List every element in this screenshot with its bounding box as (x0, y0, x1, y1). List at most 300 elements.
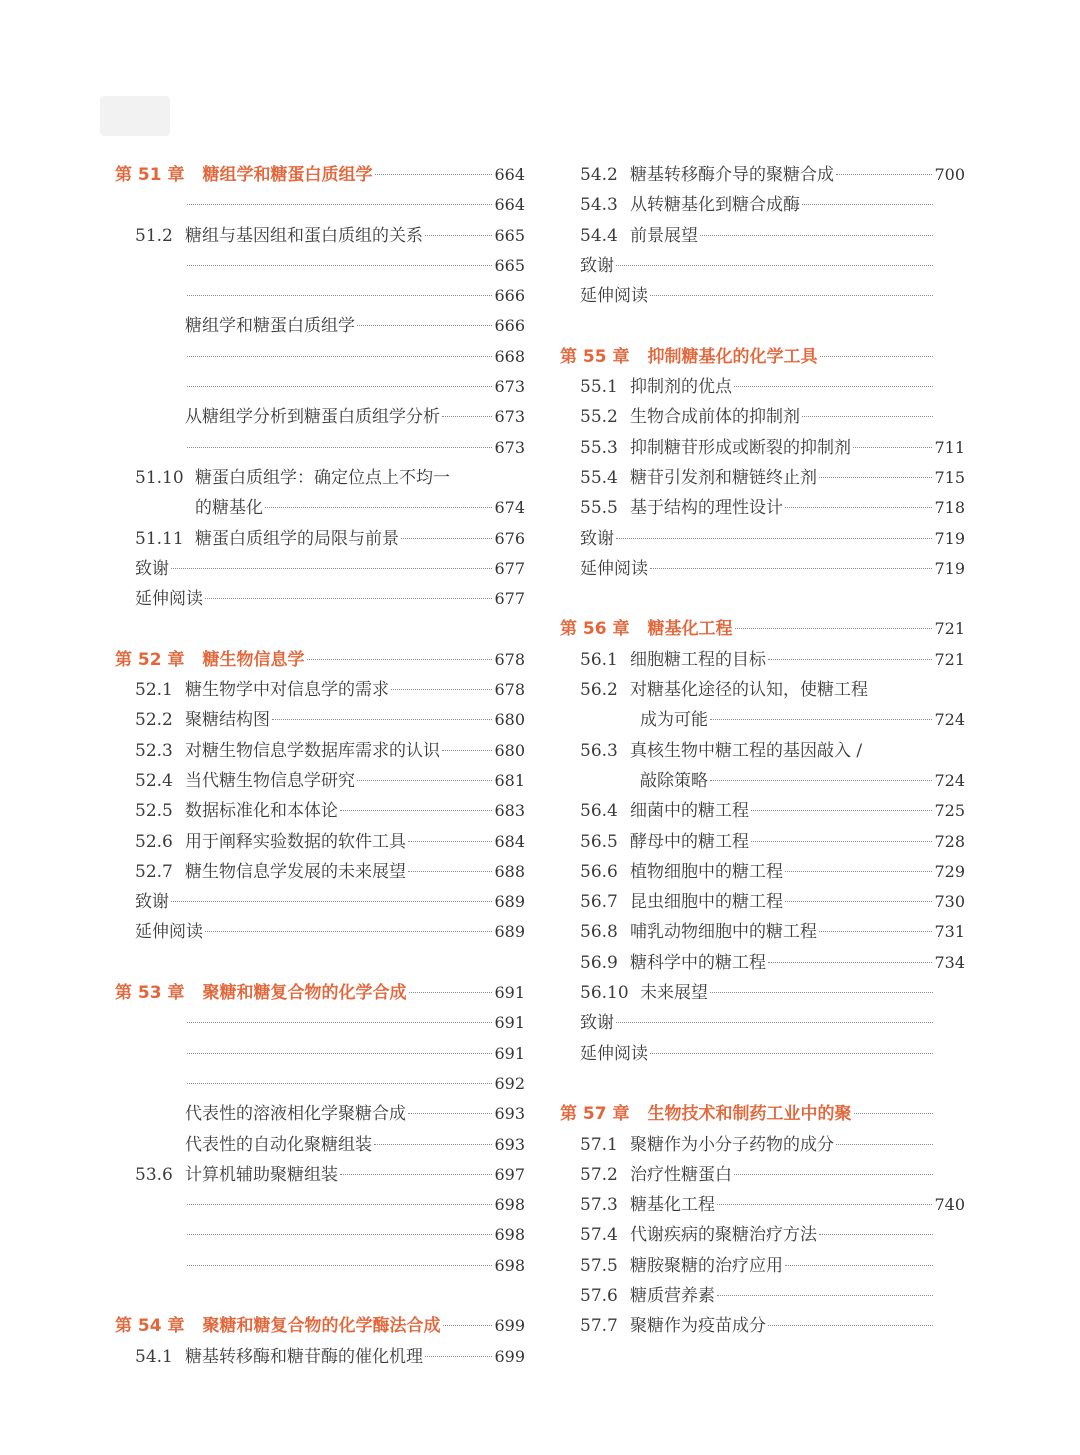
section-number: 53.6 (135, 1164, 173, 1185)
page-number: 693 (494, 1104, 525, 1124)
toc-chapter-heading[interactable] (560, 1099, 965, 1129)
page-number: 673 (494, 437, 525, 457)
toc-section-entry[interactable] (560, 1160, 965, 1190)
entry-title: 当代糖生物信息学研究 (185, 770, 355, 791)
page-number: 724 (934, 710, 965, 730)
toc-section-entry[interactable] (115, 190, 525, 220)
entry-title: 糖基化工程 (630, 1195, 715, 1216)
dot-leader (187, 204, 492, 205)
entry-title: 聚糖结构图 (185, 710, 270, 731)
entry-title: 植物细胞中的糖工程 (630, 861, 783, 882)
toc-section-entry[interactable] (560, 1220, 965, 1250)
page-number: 693 (494, 1134, 525, 1154)
section-number: 56.4 (580, 801, 618, 822)
page-number: 719 (934, 528, 965, 548)
toc-misc-entry[interactable] (560, 281, 965, 311)
page-number: 689 (494, 892, 525, 912)
entry-title: 糖蛋白质组学：确定位点上不均一 (195, 467, 450, 488)
section-gap (560, 584, 965, 614)
dot-leader (171, 901, 492, 902)
toc-section-entry[interactable] (115, 1342, 525, 1372)
entry-title: 哺乳动物细胞中的糖工程 (630, 922, 817, 943)
toc-section-entry[interactable] (115, 705, 525, 735)
dot-leader (768, 659, 932, 660)
dot-leader (785, 901, 932, 902)
toc-section-entry[interactable] (115, 402, 525, 432)
page-number: 699 (494, 1346, 525, 1366)
dot-leader (710, 719, 932, 720)
page-number: 674 (494, 498, 525, 518)
toc-chapter-heading[interactable] (115, 160, 525, 190)
toc-section-entry[interactable] (115, 736, 525, 766)
entry-title: 糖生物学中对信息学的需求 (185, 680, 389, 701)
page-number: 730 (934, 892, 965, 912)
dot-leader (425, 1356, 492, 1357)
toc-section-entry[interactable] (115, 1039, 525, 1069)
page-number: 681 (494, 770, 525, 790)
toc-section-entry[interactable] (560, 493, 965, 523)
entry-title: 细菌中的糖工程 (630, 801, 749, 822)
entry-title: 治疗性糖蛋白 (630, 1164, 732, 1185)
entry-title: 糖组学和糖蛋白质组学 (202, 165, 373, 185)
entry-title: 抑制糖基化的化学工具 (647, 346, 818, 367)
toc-section-entry[interactable] (115, 342, 525, 372)
dot-leader (340, 810, 492, 811)
toc-section-entry[interactable] (560, 1190, 965, 1220)
section-number: 56.9 (580, 952, 618, 973)
toc-section-entry[interactable] (115, 796, 525, 826)
entry-title: 糖蛋白质组学的局限与前景 (195, 528, 399, 549)
section-number: 55.5 (580, 498, 618, 519)
dot-leader (340, 1174, 492, 1175)
entry-title: 致谢 (580, 1013, 614, 1034)
dot-leader (650, 1053, 933, 1054)
page-number: 719 (934, 558, 965, 578)
page-number: 700 (934, 165, 965, 184)
entry-title: 计算机辅助聚糖组装 (185, 1164, 338, 1185)
toc-section-entry[interactable] (560, 433, 965, 463)
toc-misc-entry[interactable] (115, 917, 525, 947)
toc-section-entry[interactable] (560, 675, 965, 705)
dot-leader (425, 235, 492, 236)
dot-leader (700, 235, 933, 236)
section-gap (115, 614, 525, 644)
entry-title: 糖组与基因组和蛋白质组的关系 (185, 225, 423, 246)
toc-right-column (560, 160, 965, 1342)
toc-section-entry[interactable] (115, 1008, 525, 1038)
dot-leader (819, 931, 932, 932)
entry-title: 未来展望 (640, 983, 708, 1004)
dot-leader (819, 1234, 933, 1235)
page-number: 678 (494, 649, 525, 669)
entry-title: 糖基转移酶和糖苷酶的催化机理 (185, 1346, 423, 1367)
dot-leader (836, 1144, 933, 1145)
page-number: 689 (494, 922, 525, 942)
page-number: 734 (934, 952, 965, 972)
page-number: 664 (494, 165, 525, 184)
toc-section-entry[interactable] (560, 796, 965, 826)
entry-title: 代表性的溶液相化学聚糖合成 (185, 1104, 406, 1125)
entry-title: 延伸阅读 (580, 286, 648, 307)
entry-title: 用于阐释实验数据的软件工具 (185, 831, 406, 852)
entry-title: 糖组学和糖蛋白质组学 (185, 316, 355, 337)
toc-section-entry[interactable] (560, 1251, 965, 1281)
entry-title: 聚糖和糖复合物的化学酶法合成 (202, 1316, 441, 1337)
dot-leader (616, 265, 933, 266)
entry-title: 抑制剂的优点 (630, 377, 732, 398)
toc-section-entry[interactable] (115, 463, 525, 493)
section-gap (115, 1281, 525, 1311)
section-number: 54.3 (580, 195, 618, 216)
dot-leader (717, 1204, 932, 1205)
toc-section-entry[interactable] (115, 433, 525, 463)
toc-section-entry[interactable] (560, 736, 965, 766)
toc-section-entry[interactable] (115, 1220, 525, 1250)
toc-misc-entry[interactable] (115, 584, 525, 614)
dot-leader (205, 598, 492, 599)
toc-section-entry[interactable] (560, 857, 965, 887)
entry-title: 生物技术和制药工业中的聚 (647, 1104, 852, 1125)
toc-section-entry[interactable] (560, 948, 965, 978)
entry-title: 糖生物信息学 (202, 649, 305, 670)
dot-leader (443, 1325, 493, 1326)
entry-title: 酵母中的糖工程 (630, 831, 749, 852)
toc-misc-entry[interactable] (560, 1039, 965, 1069)
page-number: 699 (494, 1316, 525, 1336)
section-number: 54.4 (580, 225, 618, 246)
dot-leader (374, 1144, 492, 1145)
section-number: 56.2 (580, 680, 618, 701)
page-number: 666 (494, 316, 525, 336)
dot-leader (187, 265, 492, 266)
entry-title: 的糖基化 (195, 498, 263, 519)
section-number: 56.3 (580, 740, 618, 761)
chapter-number: 第 53 章 (115, 983, 185, 1004)
section-number: 56.10 (580, 983, 629, 1004)
page-number: 718 (934, 498, 965, 518)
section-number: 54.1 (135, 1346, 173, 1367)
section-number: 51.11 (135, 528, 184, 549)
page-number: 673 (494, 377, 525, 397)
toc-chapter-heading[interactable] (560, 342, 965, 372)
page-number: 691 (494, 1013, 525, 1033)
dot-leader (272, 719, 492, 720)
toc-misc-entry[interactable] (560, 554, 965, 584)
toc-misc-entry[interactable] (115, 554, 525, 584)
toc-section-entry[interactable] (560, 1130, 965, 1160)
dot-leader (307, 659, 493, 660)
section-number: 52.6 (135, 831, 173, 852)
section-number: 52.7 (135, 861, 173, 882)
toc-section-entry[interactable] (560, 160, 965, 190)
dot-leader (785, 507, 932, 508)
section-number: 51.10 (135, 467, 184, 488)
toc-chapter-heading[interactable] (115, 978, 525, 1008)
entry-title: 代表性的自动化聚糖组装 (185, 1134, 372, 1155)
entry-title: 聚糖作为小分子药物的成分 (630, 1134, 834, 1155)
entry-title: 延伸阅读 (135, 589, 203, 610)
toc-section-entry[interactable] (560, 221, 965, 251)
dot-leader (717, 1295, 933, 1296)
toc-section-entry[interactable] (115, 1160, 525, 1190)
page-number: 715 (934, 467, 965, 487)
toc-section-entry[interactable] (115, 1190, 525, 1220)
section-number: 57.3 (580, 1195, 618, 1216)
entry-title: 延伸阅读 (580, 1043, 648, 1064)
entry-title: 延伸阅读 (580, 558, 648, 579)
page-number: 680 (494, 710, 525, 730)
section-number: 57.2 (580, 1164, 618, 1185)
toc-chapter-heading[interactable] (115, 1311, 525, 1341)
toc-section-entry[interactable] (115, 251, 525, 281)
dot-leader (187, 1083, 492, 1084)
dot-leader (819, 477, 932, 478)
entry-title: 代谢疾病的聚糖治疗方法 (630, 1225, 817, 1246)
section-number: 57.6 (580, 1285, 618, 1306)
page-number: 725 (934, 801, 965, 821)
page-number: 680 (494, 740, 525, 760)
dot-leader (442, 416, 492, 417)
page-number: 684 (494, 831, 525, 851)
dot-leader (187, 295, 492, 296)
page-number: 665 (494, 255, 525, 275)
entry-title: 生物合成前体的抑制剂 (630, 407, 800, 428)
section-number: 57.4 (580, 1225, 618, 1246)
entry-title: 糖生物信息学发展的未来展望 (185, 861, 406, 882)
chapter-number: 第 55 章 (560, 346, 630, 367)
dot-leader (187, 1022, 492, 1023)
toc-section-entry[interactable] (115, 827, 525, 857)
toc-section-entry[interactable] (115, 857, 525, 887)
dot-leader (171, 568, 492, 569)
dot-leader (734, 1174, 933, 1175)
entry-title: 敲除策略 (640, 770, 708, 791)
entry-title: 延伸阅读 (135, 922, 203, 943)
page-number: 721 (934, 619, 965, 639)
section-number: 56.6 (580, 861, 618, 882)
section-number: 55.4 (580, 467, 618, 488)
chapter-number: 第 52 章 (115, 649, 185, 670)
dot-leader (205, 931, 492, 932)
section-number: 52.1 (135, 680, 173, 701)
toc-chapter-heading[interactable] (560, 614, 965, 644)
section-number: 52.5 (135, 801, 173, 822)
toc-section-entry[interactable] (115, 1130, 525, 1160)
dot-leader (710, 992, 933, 993)
toc-section-entry[interactable] (115, 1251, 525, 1281)
entry-title: 致谢 (135, 558, 169, 579)
dot-leader (408, 1113, 492, 1114)
dot-leader (734, 386, 933, 387)
dot-leader (853, 447, 932, 448)
toc-section-entry[interactable] (560, 1311, 965, 1341)
toc-section-entry[interactable] (560, 372, 965, 402)
dot-leader (401, 538, 492, 539)
page-number: 740 (934, 1195, 965, 1215)
entry-title: 真核生物中糖工程的基因敲入 / (630, 740, 863, 761)
dot-leader (768, 1325, 933, 1326)
toc-misc-entry[interactable] (560, 1008, 965, 1038)
toc-section-entry[interactable] (115, 675, 525, 705)
entry-title: 糖质营养素 (630, 1285, 715, 1306)
toc-section-entry[interactable] (115, 221, 525, 251)
toc-section-entry[interactable] (560, 645, 965, 675)
entry-title: 糖胺聚糖的治疗应用 (630, 1255, 783, 1276)
toc-section-entry[interactable] (560, 463, 965, 493)
entry-title: 糖基化工程 (647, 619, 733, 640)
toc-section-entry[interactable] (560, 1281, 965, 1311)
dot-leader (187, 1204, 492, 1205)
dot-leader (357, 325, 492, 326)
dot-leader (442, 750, 492, 751)
page-number: 692 (494, 1073, 525, 1093)
toc-entry-continuation[interactable] (115, 493, 525, 523)
page-number: 665 (494, 225, 525, 245)
toc-entry-continuation[interactable] (560, 766, 965, 796)
dot-leader (187, 386, 492, 387)
entry-title: 致谢 (135, 892, 169, 913)
page-number: 691 (494, 983, 525, 1003)
toc-misc-entry[interactable] (560, 524, 965, 554)
section-number: 51.2 (135, 225, 173, 246)
toc-left-column (115, 160, 525, 1372)
dot-leader (616, 538, 932, 539)
entry-title: 糖基转移酶介导的聚糖合成 (630, 165, 834, 185)
entry-title: 昆虫细胞中的糖工程 (630, 892, 783, 913)
dot-leader (375, 174, 493, 175)
dot-leader (854, 1113, 934, 1114)
toc-section-entry[interactable] (115, 311, 525, 341)
page-number: 688 (494, 861, 525, 881)
page-number: 677 (494, 589, 525, 609)
toc-section-entry[interactable] (560, 887, 965, 917)
entry-title: 从糖组学分析到糖蛋白质组学分析 (185, 407, 440, 428)
page-number: 728 (934, 831, 965, 851)
page-number: 673 (494, 407, 525, 427)
chapter-number: 第 54 章 (115, 1316, 185, 1337)
dot-leader (187, 1053, 492, 1054)
dot-leader (751, 841, 932, 842)
page-number: 724 (934, 770, 965, 790)
toc-section-entry[interactable] (560, 402, 965, 432)
section-number: 55.3 (580, 437, 618, 458)
dot-leader (785, 871, 932, 872)
section-number: 55.2 (580, 407, 618, 428)
page-number: 698 (494, 1195, 525, 1215)
page-number: 698 (494, 1255, 525, 1275)
page-number: 683 (494, 801, 525, 821)
page-number: 676 (494, 528, 525, 548)
section-number: 56.8 (580, 922, 618, 943)
toc-misc-entry[interactable] (560, 251, 965, 281)
dot-leader (768, 962, 932, 963)
entry-title: 致谢 (580, 255, 614, 276)
dot-leader (802, 204, 933, 205)
toc-entry-continuation[interactable] (560, 705, 965, 735)
dot-leader (650, 568, 932, 569)
toc-section-entry[interactable] (560, 190, 965, 220)
dot-leader (710, 780, 932, 781)
page-number: 729 (934, 861, 965, 881)
page-number: 666 (494, 286, 525, 306)
entry-title: 聚糖作为疫苗成分 (630, 1316, 766, 1337)
chapter-number: 第 56 章 (560, 619, 630, 640)
page-number: 668 (494, 346, 525, 366)
toc-chapter-heading[interactable] (115, 645, 525, 675)
section-number: 52.3 (135, 740, 173, 761)
entry-title: 对糖基化途径的认知，使糖工程 (630, 680, 868, 701)
entry-title: 基于结构的理性设计 (630, 498, 783, 519)
section-gap (560, 311, 965, 341)
page-number: 731 (934, 922, 965, 942)
section-gap (560, 1069, 965, 1099)
toc-section-entry[interactable] (115, 281, 525, 311)
page-number: 698 (494, 1225, 525, 1245)
page-number: 677 (494, 558, 525, 578)
entry-title: 前景展望 (630, 225, 698, 246)
section-number: 54.2 (580, 165, 618, 185)
entry-title: 成为可能 (640, 710, 708, 731)
toc-section-entry[interactable] (115, 524, 525, 554)
page-number: 697 (494, 1164, 525, 1184)
dot-leader (391, 689, 492, 690)
dot-leader (409, 992, 493, 993)
dot-leader (408, 841, 492, 842)
section-number: 55.1 (580, 377, 618, 398)
toc-section-entry[interactable] (115, 766, 525, 796)
section-number: 56.1 (580, 649, 618, 670)
entry-title: 致谢 (580, 528, 614, 549)
entry-title: 从转糖基化到糖合成酶 (630, 195, 800, 216)
entry-title: 对糖生物信息学数据库需求的认识 (185, 740, 440, 761)
entry-title: 细胞糖工程的目标 (630, 649, 766, 670)
section-gap (115, 948, 525, 978)
dot-leader (820, 356, 934, 357)
section-number: 57.7 (580, 1316, 618, 1337)
dot-leader (357, 780, 492, 781)
page-number: 711 (934, 437, 965, 457)
page-number: 691 (494, 1043, 525, 1063)
dot-leader (187, 356, 492, 357)
section-number: 52.2 (135, 710, 173, 731)
toc-section-entry[interactable] (115, 1099, 525, 1129)
toc-misc-entry[interactable] (115, 887, 525, 917)
page-number: 664 (494, 195, 525, 215)
dot-leader (187, 447, 492, 448)
section-number: 56.5 (580, 831, 618, 852)
toc-section-entry[interactable] (560, 917, 965, 947)
entry-title: 抑制糖苷形成或断裂的抑制剂 (630, 437, 851, 458)
entry-title: 聚糖和糖复合物的化学合成 (202, 983, 407, 1004)
dot-leader (836, 174, 932, 175)
toc-section-entry[interactable] (560, 827, 965, 857)
toc-section-entry[interactable] (115, 372, 525, 402)
dot-leader (802, 416, 933, 417)
entry-title: 数据标准化和本体论 (185, 801, 338, 822)
dot-leader (265, 507, 492, 508)
chapter-number: 第 57 章 (560, 1104, 630, 1125)
toc-section-entry[interactable] (560, 978, 965, 1008)
section-number: 56.7 (580, 892, 618, 913)
entry-title: 糖苷引发剂和糖链终止剂 (630, 467, 817, 488)
toc-section-entry[interactable] (115, 1069, 525, 1099)
dot-leader (187, 1234, 492, 1235)
dot-leader (650, 295, 933, 296)
section-number: 52.4 (135, 770, 173, 791)
section-number: 57.1 (580, 1134, 618, 1155)
dot-leader (735, 628, 933, 629)
dot-leader (785, 1265, 933, 1266)
